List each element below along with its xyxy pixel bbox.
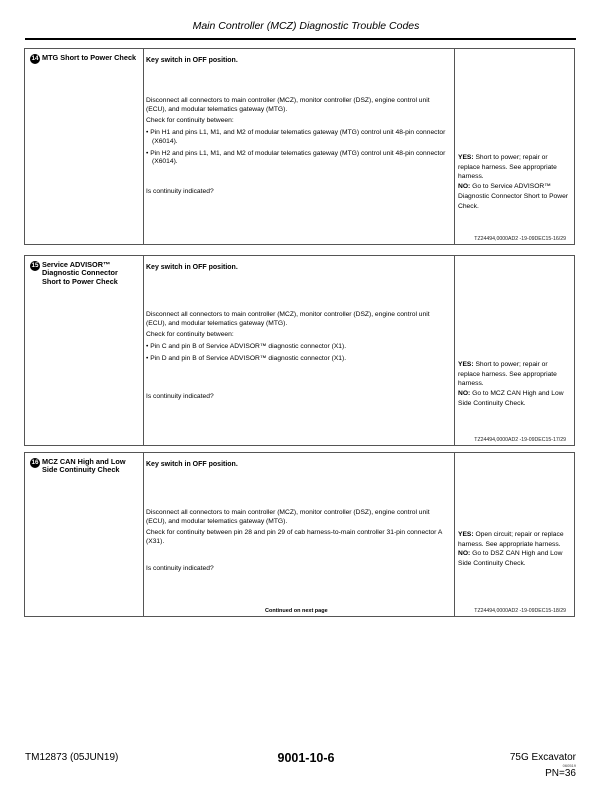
column-divider [454,453,455,616]
column-divider [454,49,455,244]
yes-result: YES: Short to power; repair or replace harness. See appropriate harness. [458,154,557,181]
check-text: Check for continuity between: [146,331,234,339]
key-instruction: Key switch in OFF position. [146,57,238,64]
step-14-results [458,153,570,211]
step-number-badge: 15 [31,262,39,269]
step-15-heading [30,261,142,286]
step-title: MTG Short to Power Check [42,53,137,62]
check-text: Check for continuity between pin 28 and pin 29 of cab harness-to-main controller 31-pin connector A (X31). [146,529,442,546]
step-14-box [24,48,575,245]
step-14-heading [30,54,142,64]
step-number-badge: 14 [31,55,39,62]
step-15-results [458,360,570,409]
check-text: Check for continuity between: [146,117,234,125]
question-text: Is continuity indicated? [146,565,214,572]
step-14-procedure [146,97,448,170]
footer-pn: PN=36 [545,768,576,779]
yes-result: YES: Short to power; repair or replace harness. See appropriate harness. [458,361,557,388]
bullet-item: • Pin H1 and pins L1, M1, and M2 of modular telematics gateway (MTG) control unit 48-pin connector (X6014). [146,129,446,145]
step-number-badge: 16 [31,459,39,466]
key-instruction: Key switch in OFF position. [146,264,238,271]
footer-doc-id: TM12873 (05JUN19) [25,752,119,763]
step-16-procedure [146,509,448,550]
key-instruction: Key switch in OFF position. [146,461,238,468]
disconnect-text: Disconnect all connectors to main controller (MCZ), monitor controller (DSZ), engine control unit (ECU), and modular telematics gateway (MTG). [146,509,430,525]
question-text: Is continuity indicated? [146,188,214,195]
step-15-box [24,255,575,446]
disconnect-text: Disconnect all connectors to main controller (MCZ), monitor controller (DSZ), engine control unit (ECU), and modular telematics gateway (MTG). [146,97,430,113]
question-text: Is continuity indicated? [146,393,214,400]
reference-code: TZ24494,0000AD2 -19-09DEC15-16/29 [474,236,566,242]
step-title: Service ADVISOR™ Diagnostic Connector Short to Power Check [42,260,118,286]
step-16-left-column [25,453,144,616]
disconnect-text: Disconnect all connectors to main controller (MCZ), monitor controller (DSZ), engine control unit (ECU), and modular telematics gateway (MTG). [146,311,430,327]
step-title: MCZ CAN High and Low Side Continuity Check [42,457,126,475]
continued-note: Continued on next page [265,608,328,614]
bullet-item: • Pin H2 and pins L1, M1, and M2 of modular telematics gateway (MTG) control unit 48-pin connector (X6014). [146,149,446,166]
reference-code: TZ24494,0000AD2 -19-09DEC15-18/29 [474,608,566,614]
footer-machine: 75G Excavator [509,752,576,763]
no-result: NO: Go to MCZ CAN High and Low Side Continuity Check. [458,390,564,407]
reference-code: TZ24494,0000AD2 -19-09DEC15-17/29 [474,437,566,443]
no-result: NO: Go to Service ADVISOR™ Diagnostic Connector Short to Power Check. [458,183,569,210]
footer-small-code: 060519 [562,763,576,768]
page-header: Main Controller (MCZ) Diagnostic Trouble Codes [192,20,420,32]
step-15-procedure [146,311,448,367]
step-16-heading [30,458,142,475]
column-divider [454,256,455,445]
yes-result: YES: Open circuit; repair or replace harness. See appropriate harness. [458,531,564,548]
no-result: NO: Go to DSZ CAN High and Low Side Continuity Check. [458,550,563,568]
bullet-item: • Pin D and pin B of Service ADVISOR™ diagnostic connector (X1). [146,354,347,362]
step-14-left-column [25,49,144,244]
footer-page-number: 9001-10-6 [277,751,335,765]
step-16-results [458,530,570,569]
header-rule [25,38,576,40]
step-16-box [24,452,575,617]
bullet-item: • Pin C and pin B of Service ADVISOR™ diagnostic connector (X1). [146,343,347,351]
